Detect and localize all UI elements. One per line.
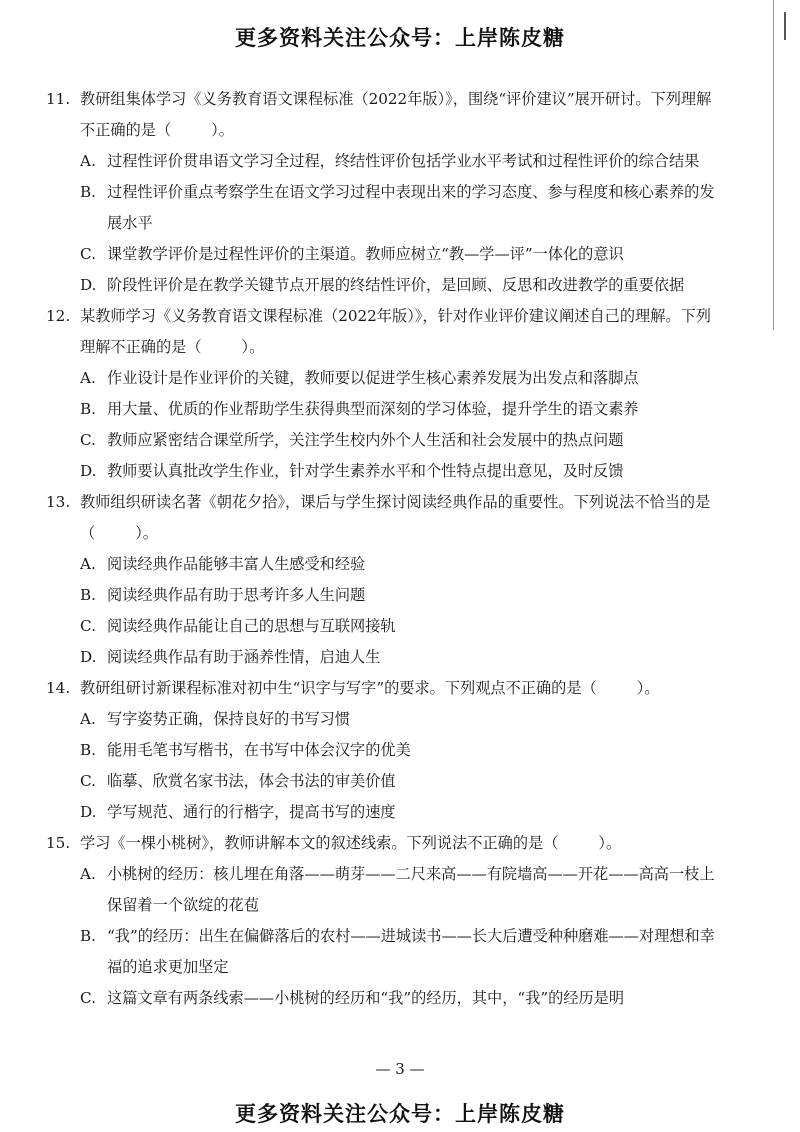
question-14 (0, 673, 800, 828)
question-15 (0, 828, 800, 1014)
question-stem (0, 84, 800, 146)
option-a (0, 146, 800, 177)
option-text: 写字姿势正确，保持良好的书写习惯 (107, 710, 350, 728)
option-text: 这篇文章有两条线索——小桃树的经历和“我”的经历，其中，“我”的经历是明 (107, 989, 625, 1007)
option-c (0, 766, 800, 797)
option-b (0, 394, 800, 425)
option-letter: B. (80, 586, 96, 604)
option-text: 过程性评价贯串语文学习全过程，终结性评价包括学业水平考试和过程性评价的综合结果 (107, 152, 700, 170)
option-text: 小桃树的经历：核儿埋在角落——萌芽——二尺来高——有院墙高——开花——高高一枝上保留着一个欲绽的花苞 (107, 865, 715, 914)
option-c (0, 425, 800, 456)
question-13 (0, 487, 800, 673)
option-text: 能用毛笔书写楷书，在书写中体会汉字的优美 (107, 741, 411, 759)
option-letter: B. (80, 741, 96, 759)
option-a (0, 363, 800, 394)
stem-end: ）。 (636, 679, 660, 697)
option-text: 课堂教学评价是过程性评价的主渠道。教师应树立“教—学—评”一体化的意识 (107, 245, 624, 263)
option-b (0, 735, 800, 766)
option-letter: D. (80, 803, 97, 821)
option-text: “我”的经历：出生在偏僻落后的农村——进城读书——长大后遭受种种磨难——对理想和幸福的追求更加坚定 (107, 927, 715, 976)
question-number: 13. (46, 493, 71, 511)
option-a (0, 859, 800, 921)
option-text: 阅读经典作品有助于思考许多人生问题 (107, 586, 366, 604)
option-letter: A. (80, 710, 96, 728)
option-a (0, 549, 800, 580)
option-letter: C. (80, 617, 96, 635)
stem-text: 某教师学习《义务教育语文课程标准（2022年版）》，针对作业评价建议阐述自己的理解。下列理解不正确的是（ (80, 307, 711, 356)
stem-text: 教研组集体学习《义务教育语文课程标准（2022年版）》，围绕“评价建议”展开研讨。下列理解不正确的是（ (80, 90, 712, 139)
question-number: 11. (46, 90, 71, 108)
page-number: — 3 — (375, 1060, 425, 1078)
option-c (0, 983, 800, 1014)
option-text: 阶段性评价是在教学关键节点开展的终结性评价，是回顾、反思和改进教学的重要依据 (107, 276, 685, 294)
option-letter: C. (80, 772, 96, 790)
question-12 (0, 301, 800, 487)
option-letter: D. (80, 276, 97, 294)
question-number: 12. (46, 307, 71, 325)
stem-text: 教研组研讨新课程标准对初中生“识字与写字”的要求。下列观点不正确的是（ (80, 679, 597, 697)
option-c (0, 611, 800, 642)
stem-end: ）。 (211, 121, 234, 139)
option-b (0, 921, 800, 983)
option-text: 阅读经典作品有助于涵养性情，启迪人生 (107, 648, 381, 666)
page-edge-mark (784, 12, 786, 40)
option-d (0, 456, 800, 487)
stem-text: 学习《一棵小桃树》，教师讲解本文的叙述线索。下列说法不正确的是（ (80, 834, 559, 852)
option-text: 过程性评价重点考察学生在语文学习过程中表现出来的学习态度、参与程度和核心素养的发展水平 (107, 183, 715, 232)
question-stem (0, 828, 800, 859)
question-number: 14. (46, 679, 71, 697)
question-11 (0, 84, 800, 301)
question-stem (0, 487, 800, 549)
option-text: 学写规范、通行的行楷字，提高书写的速度 (107, 803, 396, 821)
option-text: 用大量、优质的作业帮助学生获得典型而深刻的学习体验，提升学生的语文素养 (107, 400, 639, 418)
option-a (0, 704, 800, 735)
option-letter: D. (80, 648, 97, 666)
question-number: 15. (46, 834, 71, 852)
option-text: 作业设计是作业评价的关键，教师要以促进学生核心素养发展为出发点和落脚点 (107, 369, 639, 387)
option-letter: B. (80, 927, 96, 945)
option-letter: A. (80, 369, 96, 387)
option-text: 阅读经典作品能够丰富人生感受和经验 (107, 555, 366, 573)
stem-text: 教师组织研读名著《朝花夕拾》，课后与学生探讨阅读经典作品的重要性。下列说法不恰当的是（ (80, 493, 711, 542)
question-stem (0, 673, 800, 704)
option-text: 临摹、欣赏名家书法，体会书法的审美价值 (107, 772, 396, 790)
option-letter: A. (80, 152, 96, 170)
option-text: 阅读经典作品能让自己的思想与互联网接轨 (107, 617, 396, 635)
option-letter: C. (80, 431, 96, 449)
option-letter: C. (80, 245, 96, 263)
question-list (0, 84, 800, 1014)
option-letter: C. (80, 989, 96, 1007)
option-c (0, 239, 800, 270)
option-letter: A. (80, 865, 96, 883)
option-text: 教师要认真批改学生作业，针对学生素养水平和个性特点提出意见，及时反馈 (107, 462, 624, 480)
option-letter: B. (80, 400, 96, 418)
option-b (0, 177, 800, 239)
stem-end: ）。 (598, 834, 622, 852)
promo-banner-top: 更多资料关注公众号：上岸陈皮糖 (235, 26, 565, 50)
option-letter: A. (80, 555, 96, 573)
promo-banner-bottom: 更多资料关注公众号：上岸陈皮糖 (235, 1102, 565, 1126)
option-d (0, 797, 800, 828)
stem-end: ）。 (135, 524, 158, 542)
option-letter: D. (80, 462, 97, 480)
option-b (0, 580, 800, 611)
option-text: 教师应紧密结合课堂所学，关注学生校内外个人生活和社会发展中的热点问题 (107, 431, 624, 449)
option-d (0, 642, 800, 673)
option-letter: B. (80, 183, 96, 201)
question-stem (0, 301, 800, 363)
option-d (0, 270, 800, 301)
stem-end: ）。 (241, 338, 265, 356)
